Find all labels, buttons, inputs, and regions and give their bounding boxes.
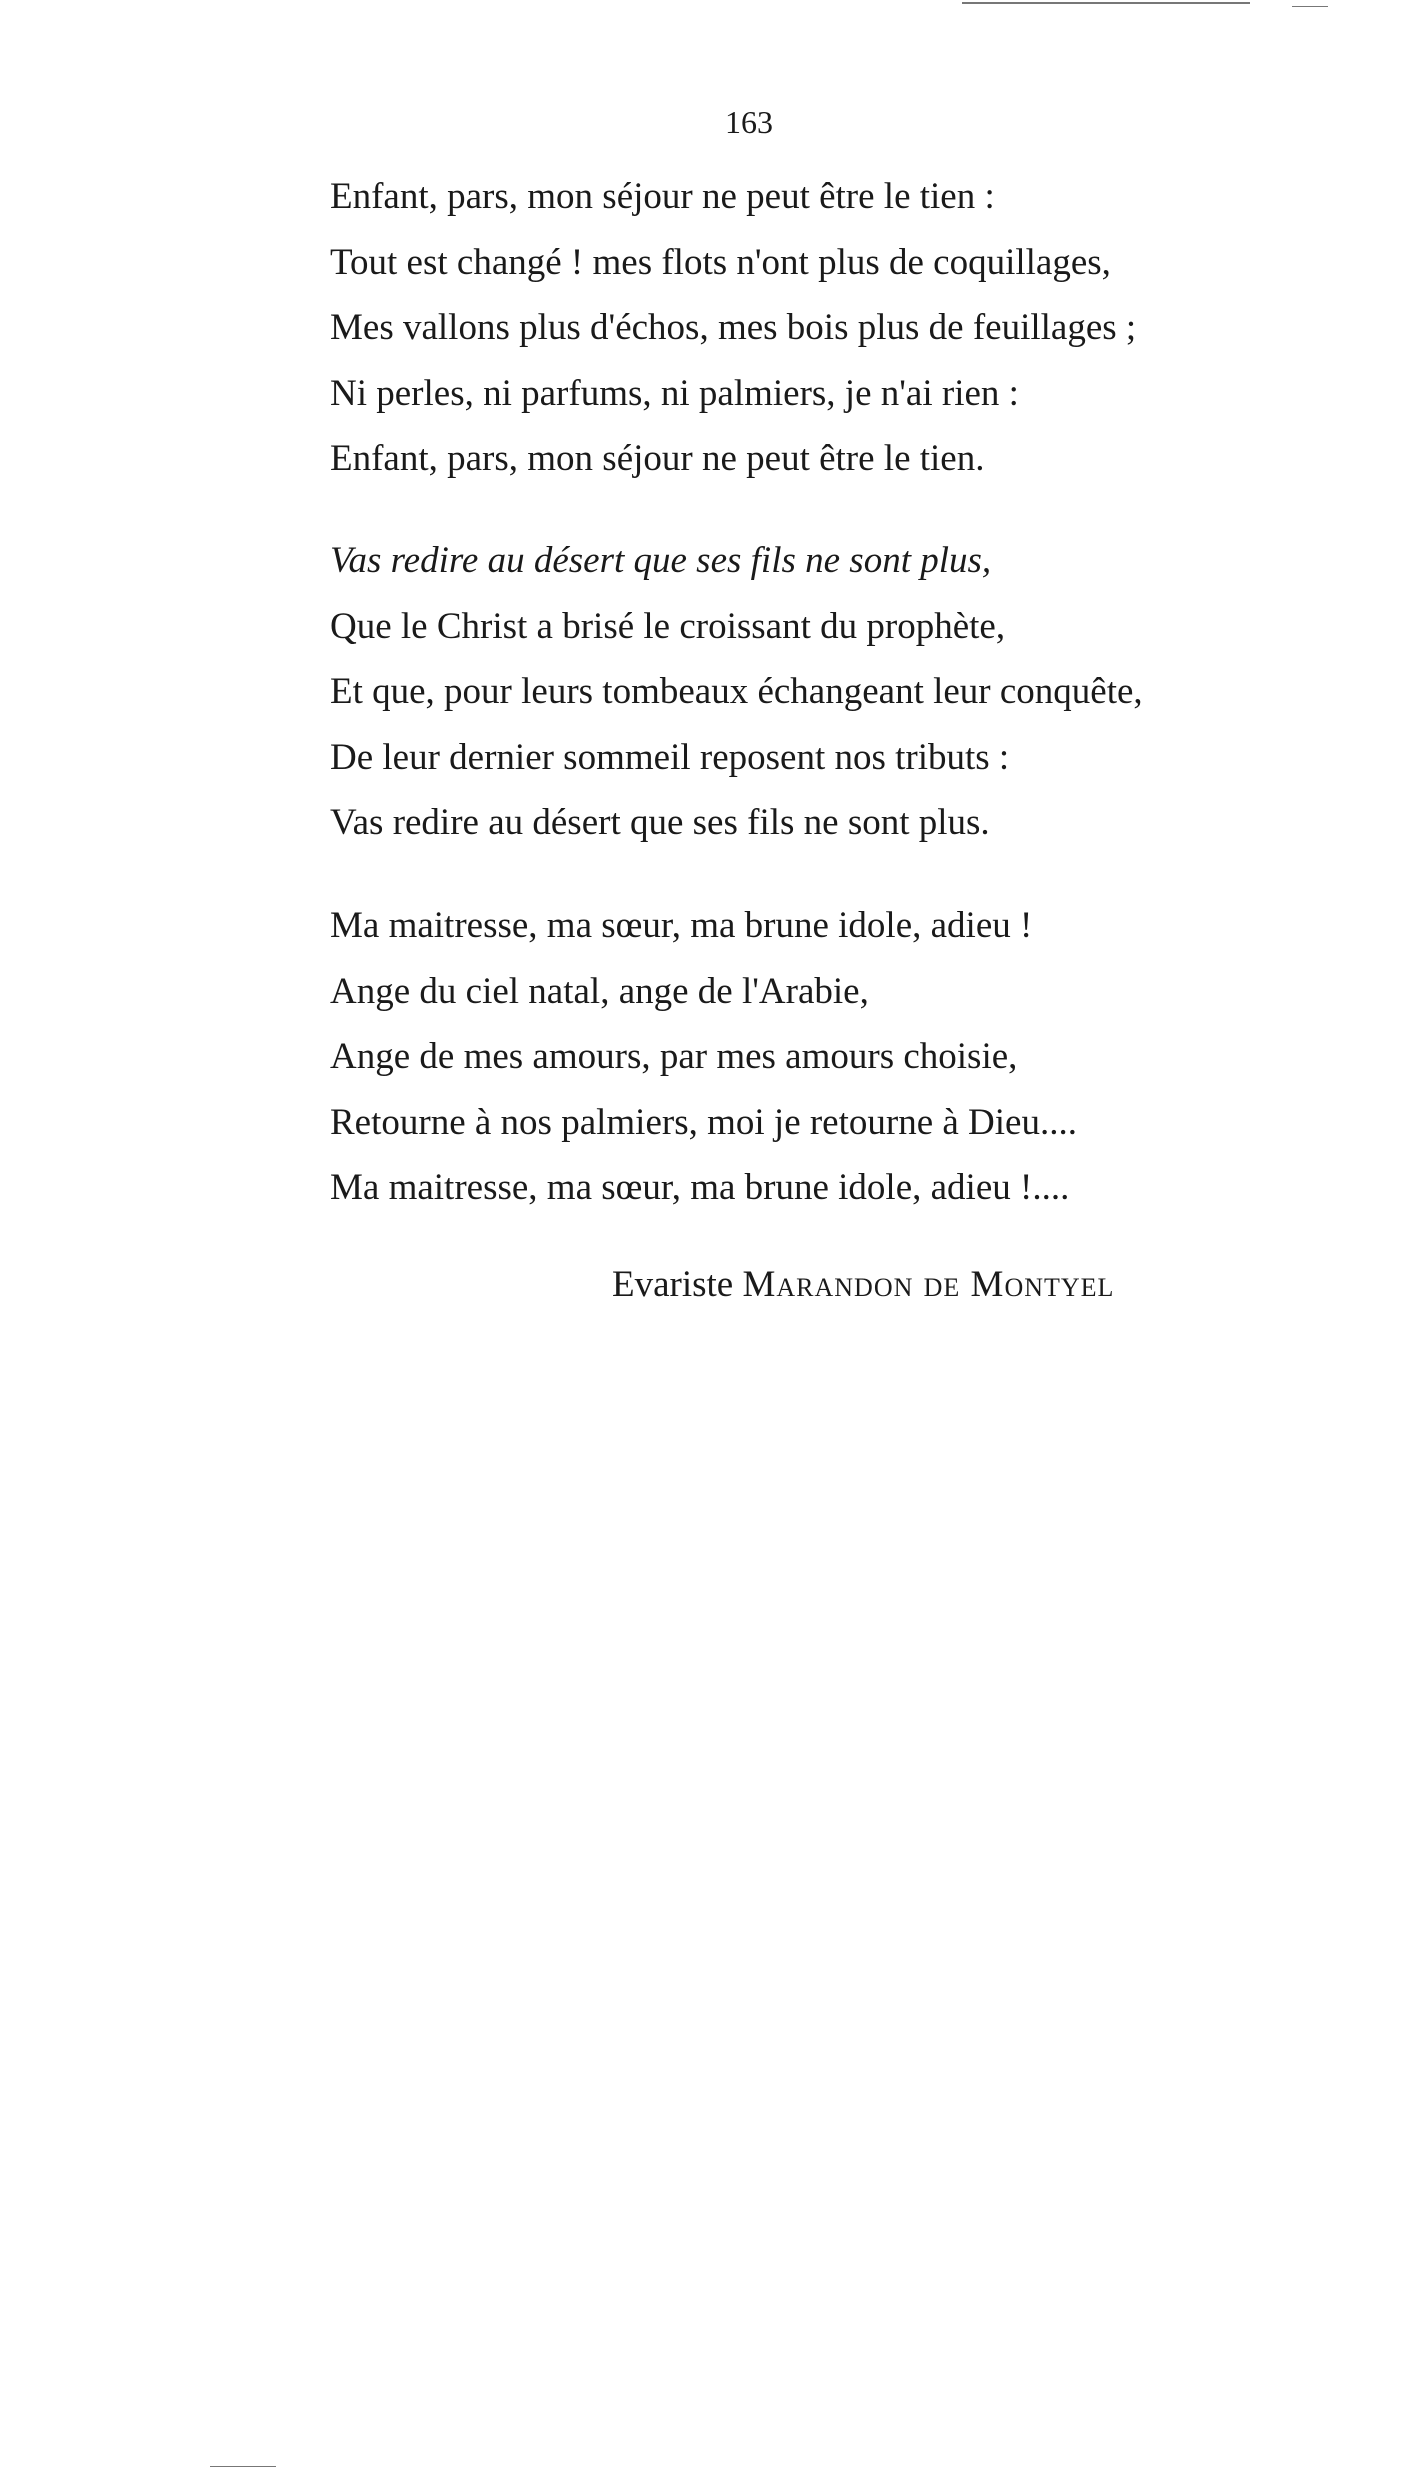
verse-line: Ma maitresse, ma sœur, ma brune idole, adieu ! (330, 905, 1033, 946)
verse-line: Retourne à nos palmiers, moi je retourne à Dieu.... (330, 1101, 1077, 1143)
verse-line: De leur dernier sommeil reposent nos tributs : (330, 736, 1010, 778)
verse-line: Ni perles, ni parfums, ni palmiers, je n'ai rien : (330, 372, 1019, 414)
stanza-3 (330, 893, 1230, 1221)
author-surname: Marandon de Montyel (742, 1264, 1115, 1305)
page-number: 163 (725, 104, 773, 140)
stanza-1 (330, 164, 1230, 492)
verse-line: Enfant, pars, mon séjour ne peut être le tien. (330, 438, 985, 479)
verse-line: Que le Christ a brisé le croissant du prophète, (330, 605, 1006, 647)
author-signature (612, 1263, 1114, 1306)
verse-line: Et que, pour leurs tombeaux échangeant leur conquête, (330, 671, 1143, 712)
verse-line: Mes vallons plus d'échos, mes bois plus de feuillages ; (330, 307, 1137, 348)
verse-line: Ange du ciel natal, ange de l'Arabie, (330, 970, 869, 1012)
verse-line: Vas redire au désert que ses fils ne sont plus, (330, 540, 992, 581)
verse-line: Enfant, pars, mon séjour ne peut être le tien : (330, 176, 995, 217)
verse-line: Tout est changé ! mes flots n'ont plus de coquillages, (330, 241, 1111, 283)
verse-line: Ma maitresse, ma sœur, ma brune idole, adieu !.... (330, 1167, 1070, 1208)
top-edge-rule (962, 2, 1250, 4)
bottom-edge-rule (210, 2466, 276, 2467)
top-edge-rule-short (1292, 6, 1328, 7)
stanza-2 (330, 528, 1230, 856)
verse-line: Vas redire au désert que ses fils ne sont plus. (330, 802, 990, 843)
author-first-name: Evariste (612, 1264, 734, 1305)
verse-line: Ange de mes amours, par mes amours choisie, (330, 1036, 1018, 1077)
